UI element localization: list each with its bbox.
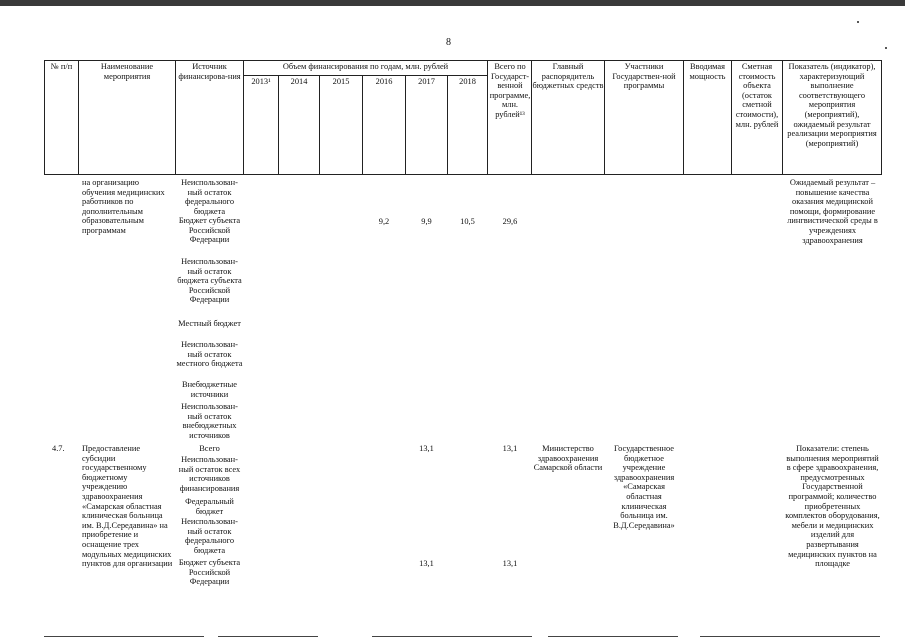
header-year-2014: 2014 <box>290 77 308 86</box>
scan-speck <box>857 21 859 23</box>
value-total-budget: 13,1 <box>502 559 518 568</box>
scan-speck <box>885 47 887 49</box>
header-total: Всего по Государст-венной программе, млн. рублей¹³ <box>489 62 531 119</box>
value-2017: 9,9 <box>421 217 432 226</box>
header-year-2015: 2015 <box>332 77 350 86</box>
header-year-2016: 2016 <box>375 77 393 86</box>
header-participants: Участники Государствен-ной программы <box>612 62 676 91</box>
row-number: 4.7. <box>52 444 65 453</box>
header-funding-by-year: Объем финансирования по годам, млн. рублей <box>282 62 449 71</box>
row-indicator: Ожидаемый результат – повышение качества оказания медицинской помощи, формирование лингвистической среды в учреждениях здравоохранения <box>787 178 878 245</box>
value-total: 29,6 <box>502 217 518 226</box>
value-2018: 10,5 <box>460 217 475 226</box>
row-participants: Государственное бюджетное учреждение здравоохранения «Самарская областная клиническая больница им. В.Д.Середавина» <box>613 444 675 530</box>
header-funding-source: Источник финансирова-ния <box>178 62 241 81</box>
header-estimated-cost: Сметная стоимость объекта (остаток сметной стоимости), млн. рублей <box>735 62 779 129</box>
header-capacity: Вводимая мощность <box>689 62 726 81</box>
row-activity-name: на организацию обучения медицинских работников по дополнительным образовательным программам <box>82 178 165 235</box>
header-activity-name: Наименование мероприятия <box>100 62 154 81</box>
row-activity-name: Предоставление субсидии государственному бюджетному учреждению здравоохранения «Самарская областная клиническая больница им. В.Д.Середавина» на приобретение и оснащение трех модульных медицинских пунктов для организации <box>82 444 173 569</box>
row-budget-manager: Министерство здравоохранения Самарской области <box>533 444 603 473</box>
scan-top-edge <box>0 0 905 6</box>
header-year-2018: 2018 <box>459 77 476 86</box>
page-number: 8 <box>446 37 451 48</box>
header-number: № п/п <box>50 62 73 71</box>
value-total: 13,1 <box>502 444 518 453</box>
header-indicator: Показатель (индикатор), характеризующий выполнение соответствующего мероприятия (мероприятий), ожидаемый результат реализации мероприятия (мероприятий) <box>787 62 877 148</box>
value-2017-total: 13,1 <box>419 444 434 453</box>
row-indicator: Показатели: степень выполнения мероприятий в сфере здравоохранения, предусмотренных Государственной программой; количество приобретенных комплектов оборудования, мебели и медицинских изделий для развертывания медицинских пунктов на площадке <box>785 444 880 569</box>
header-budget-manager: Главный распорядитель бюджетных средств <box>532 62 604 91</box>
value-2016: 9,2 <box>378 217 390 226</box>
value-2017-budget: 13,1 <box>419 559 434 568</box>
header-year-2013: 2013¹ <box>251 77 271 86</box>
header-year-2017: 2017 <box>418 77 435 86</box>
